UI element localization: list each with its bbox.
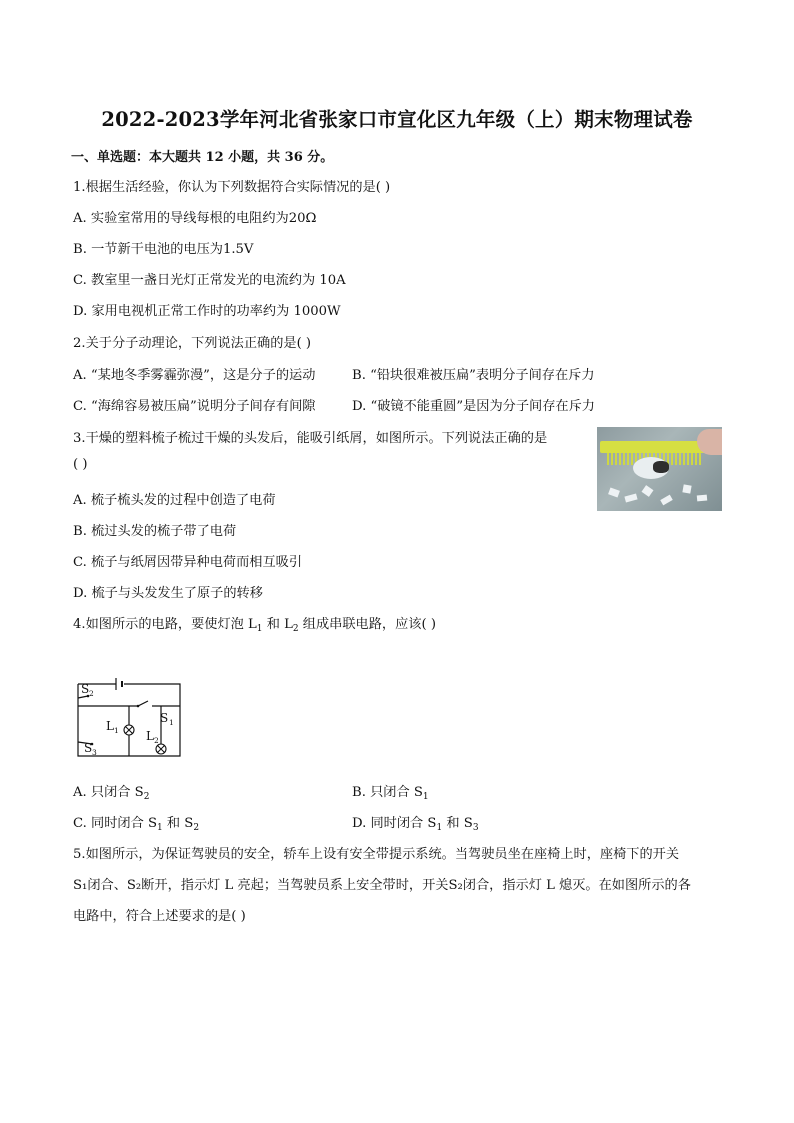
sub-2: 2 bbox=[193, 823, 200, 833]
q2-option-b: B. “铅块很难被压扁”表明分子间存在斥力 bbox=[352, 368, 595, 383]
q3-option-a: A. 梳子梳头发的过程中创造了电荷 bbox=[73, 493, 276, 508]
q4-option-d-mid: 和 S bbox=[446, 816, 473, 831]
q4-option-c bbox=[73, 812, 199, 831]
q4-option-c-text: C. 同时闭合 S bbox=[73, 816, 157, 831]
paper-scrap bbox=[608, 488, 620, 498]
q4-stem bbox=[73, 613, 436, 632]
comb-body bbox=[600, 441, 712, 453]
q4-option-d-text: D. 同时闭合 S bbox=[352, 816, 437, 831]
q4-option-a-text: A. 只闭合 S bbox=[73, 785, 144, 800]
hand bbox=[697, 429, 722, 455]
paper-scrap bbox=[624, 494, 637, 503]
q4-option-c-mid: 和 S bbox=[166, 816, 194, 831]
q3-option-c: C. 梳子与纸屑因带异种电荷而相互吸引 bbox=[73, 555, 303, 570]
label-s3-sub: 3 bbox=[92, 748, 97, 757]
label-s2-letter: S bbox=[81, 682, 90, 696]
q2-option-c: C. “海绵容易被压扁”说明分子间存有间隙 bbox=[73, 399, 316, 414]
switch-s2-blade bbox=[78, 696, 88, 698]
q5-line3: 电路中，符合上述要求的是( ) bbox=[73, 909, 246, 924]
comb-photo bbox=[597, 427, 722, 511]
q4-option-b bbox=[352, 781, 429, 800]
q3-stem: 3.干燥的塑料梳子梳过干燥的头发后，能吸引纸屑，如图所示。下列说法正确的是 bbox=[73, 431, 548, 446]
section-heading: 一、单选题：本大题共 12 小题，共 36 分。 bbox=[71, 150, 334, 165]
sub-1: 1 bbox=[422, 792, 429, 802]
q2-stem: 2.关于分子动理论，下列说法正确的是( ) bbox=[73, 336, 312, 351]
sub-2: 2 bbox=[292, 624, 299, 634]
q2-option-d: D. “破镜不能重圆”是因为分子间存在斥力 bbox=[352, 399, 595, 414]
q4-option-b-text: B. 只闭合 S bbox=[352, 785, 423, 800]
page-title: 2022-2023学年河北省张家口市宣化区九年级（上）期末物理试卷 bbox=[101, 108, 693, 131]
label-s3-letter: S bbox=[84, 741, 93, 755]
sub-1: 1 bbox=[156, 823, 163, 833]
q5-line2: S₁闭合、S₂断开，指示灯 L 亮起；当驾驶员系上安全带时，开关S₂闭合，指示灯 L 熄灭。在如图所示的各 bbox=[73, 878, 691, 893]
label-l1-letter: L bbox=[106, 719, 114, 733]
q4-option-a bbox=[73, 781, 149, 800]
q3-option-d: D. 梳子与头发发生了原子的转移 bbox=[73, 586, 263, 601]
sub-2: 2 bbox=[143, 792, 150, 802]
label-l2-letter: L bbox=[146, 729, 154, 743]
q1-option-c: C. 教室里一盏日光灯正常发光的电流约为 10A bbox=[73, 273, 346, 288]
paper-scrap bbox=[682, 484, 691, 493]
q4-stem-post: 组成串联电路，应该( ) bbox=[302, 617, 436, 632]
label-s1-letter: S bbox=[160, 711, 169, 725]
q4-stem-mid: 和 L bbox=[266, 617, 293, 632]
q1-option-d: D. 家用电视机正常工作时的功率约为 1000W bbox=[73, 304, 341, 319]
circuit-diagram bbox=[72, 672, 187, 762]
switch-s1-dot bbox=[137, 705, 140, 708]
paper-scrap bbox=[697, 495, 707, 502]
q3-stem-paren: ( ) bbox=[73, 457, 88, 472]
sub-1: 1 bbox=[436, 823, 443, 833]
q4-stem-pre: 4.如图所示的电路，要使灯泡 L bbox=[73, 617, 257, 632]
label-s1-sub: 1 bbox=[169, 718, 174, 727]
q4-option-d bbox=[352, 812, 479, 831]
label-l2-sub: 2 bbox=[154, 736, 159, 745]
q1-option-b: B. 一节新干电池的电压为1.5V bbox=[73, 242, 254, 257]
paper-scrap bbox=[642, 485, 654, 497]
q3-option-b: B. 梳过头发的梳子带了电荷 bbox=[73, 524, 237, 539]
label-l1-sub: 1 bbox=[114, 726, 119, 735]
hair-clump bbox=[653, 461, 669, 473]
sub-1: 1 bbox=[256, 624, 263, 634]
label-s2-sub: 2 bbox=[89, 689, 94, 698]
q2-option-a: A. “某地冬季雾霾弥漫”，这是分子的运动 bbox=[73, 368, 316, 383]
q1-stem: 1.根据生活经验，你认为下列数据符合实际情况的是( ) bbox=[73, 180, 391, 195]
paper-scrap bbox=[660, 495, 673, 506]
q1-option-a: A. 实验室常用的导线每根的电阻约为20Ω bbox=[73, 211, 317, 226]
q5-line1: 5.如图所示，为保证驾驶员的安全，轿车上设有安全带提示系统。当驾驶员坐在座椅上时，座椅下的开关 bbox=[73, 847, 680, 862]
sub-3: 3 bbox=[472, 823, 479, 833]
